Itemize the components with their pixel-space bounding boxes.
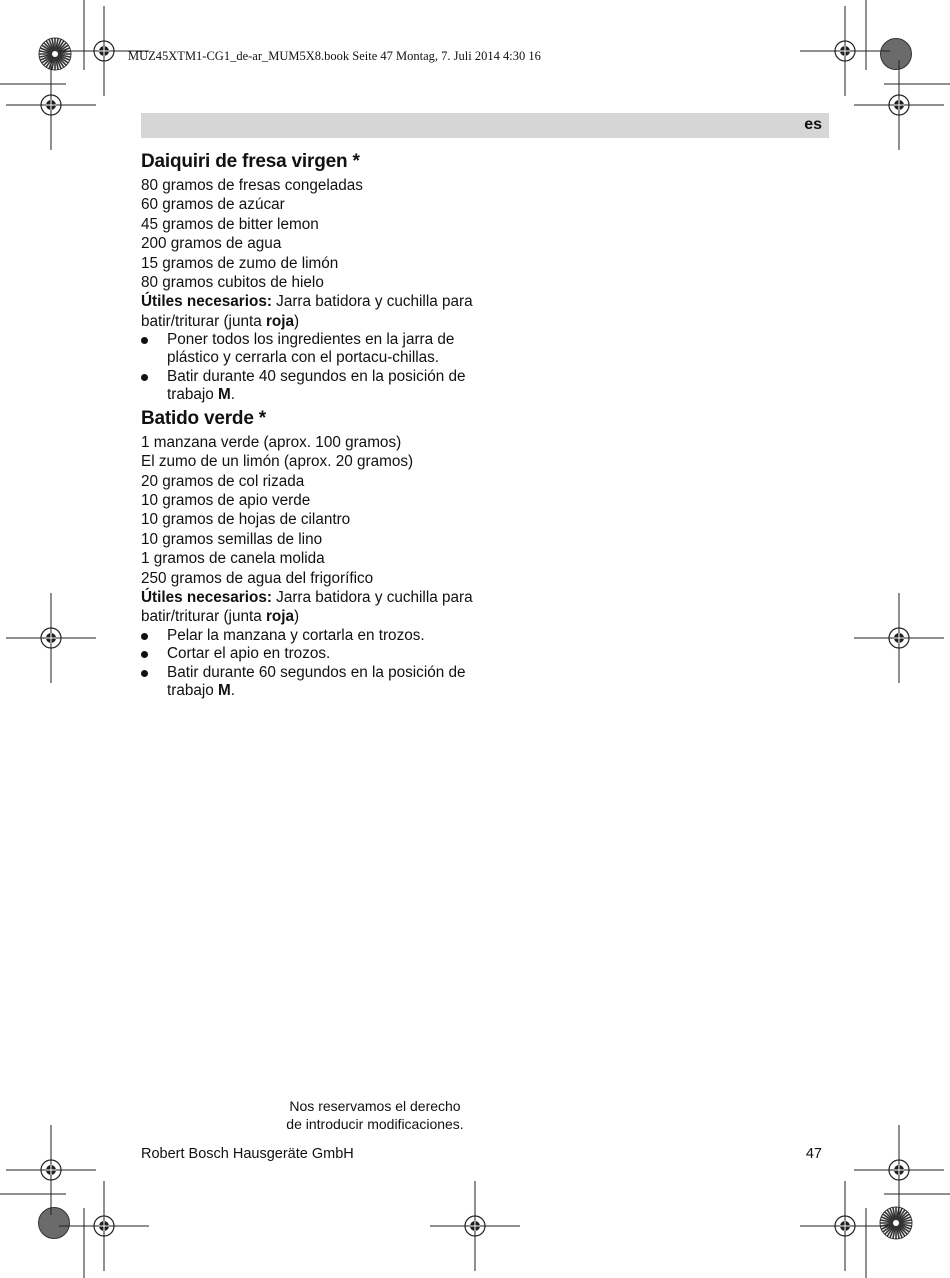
- step-end: .: [230, 681, 236, 699]
- ingredient: 80 gramos de fresas congeladas: [141, 177, 363, 194]
- rights-note-line: Nos reservamos el derecho: [289, 1098, 461, 1114]
- tools-text: Jarra batidora y cuchilla para batir/triturar (junta: [141, 589, 473, 626]
- bullet-icon: [141, 651, 148, 658]
- rights-note-line: de introducir modificaciones.: [286, 1116, 464, 1132]
- tools-end: ): [294, 608, 300, 626]
- step-item: [141, 664, 481, 700]
- ingredient: 250 gramos de agua del frigorífico: [141, 569, 374, 587]
- ingredient: 10 gramos de hojas de cilantro: [141, 511, 351, 529]
- ingredient: 45 gramos de bitter lemon: [141, 215, 319, 233]
- step-text: Poner todos los ingredientes en la jarra de plástico y cerrarla con el portacu-chillas.: [167, 331, 455, 367]
- seal-color: roja: [265, 312, 295, 330]
- language-bar: [141, 113, 829, 138]
- ingredient: 80 gramos cubitos de hielo: [141, 274, 324, 292]
- step-text: Pelar la manzana y cortarla en trozos.: [167, 626, 425, 644]
- ingredient-list: [141, 433, 481, 588]
- ingredient-list: [141, 176, 481, 292]
- step-item: [141, 627, 481, 645]
- step-item: [141, 331, 481, 367]
- position-label: M: [218, 385, 231, 403]
- publisher-name: Robert Bosch Hausgeräte GmbH: [141, 1146, 354, 1162]
- tools-text: Jarra batidora y cuchilla para batir/triturar (junta: [141, 293, 473, 330]
- recipe-content: [141, 150, 481, 700]
- bullet-icon: [141, 337, 148, 344]
- step-list: [141, 331, 481, 404]
- tools-needed: [141, 588, 481, 627]
- recipe-daiquiri: [141, 150, 481, 404]
- position-label: M: [218, 681, 231, 699]
- ingredient: 1 gramos de canela molida: [141, 550, 325, 568]
- recipe-batido-verde: [141, 407, 481, 700]
- ingredient: 60 gramos de azúcar: [141, 196, 285, 214]
- ingredient: 1 manzana verde (aprox. 100 gramos): [141, 433, 402, 451]
- step-text: Batir durante 60 segundos en la posición de trabajo: [167, 663, 466, 699]
- step-text: Cortar el apio en trozos.: [167, 645, 331, 663]
- step-end: .: [230, 385, 236, 403]
- print-slug: MUZ45XTM1-CG1_de-ar_MUM5X8.book Seite 47 Montag, 7. Juli 2014 4:30 16: [128, 49, 541, 63]
- tools-label: Útiles necesarios:: [141, 293, 272, 311]
- page-number: 47: [805, 1146, 822, 1162]
- bullet-icon: [141, 374, 148, 381]
- ingredient: 15 gramos de zumo de limón: [141, 254, 339, 272]
- step-item: [141, 645, 481, 663]
- ingredient: 10 gramos semillas de lino: [141, 530, 323, 548]
- recipe-title: Daiquiri de fresa virgen *: [141, 151, 360, 172]
- rights-note: [260, 1097, 490, 1133]
- step-list: [141, 627, 481, 700]
- ingredient: 200 gramos de agua: [141, 235, 282, 253]
- seal-color: roja: [265, 608, 295, 626]
- step-text: Batir durante 40 segundos en la posición de trabajo: [167, 367, 466, 403]
- step-item: [141, 368, 481, 404]
- bullet-icon: [141, 633, 148, 640]
- recipe-title: Batido verde *: [141, 407, 266, 429]
- tools-needed: [141, 292, 481, 331]
- tools-label: Útiles necesarios:: [141, 589, 272, 606]
- ingredient: 20 gramos de col rizada: [141, 472, 305, 490]
- ingredient: El zumo de un limón (aprox. 20 gramos): [141, 453, 414, 471]
- bullet-icon: [141, 670, 148, 677]
- tools-end: ): [294, 312, 300, 330]
- language-code: es: [804, 116, 822, 133]
- ingredient: 10 gramos de apio verde: [141, 491, 311, 509]
